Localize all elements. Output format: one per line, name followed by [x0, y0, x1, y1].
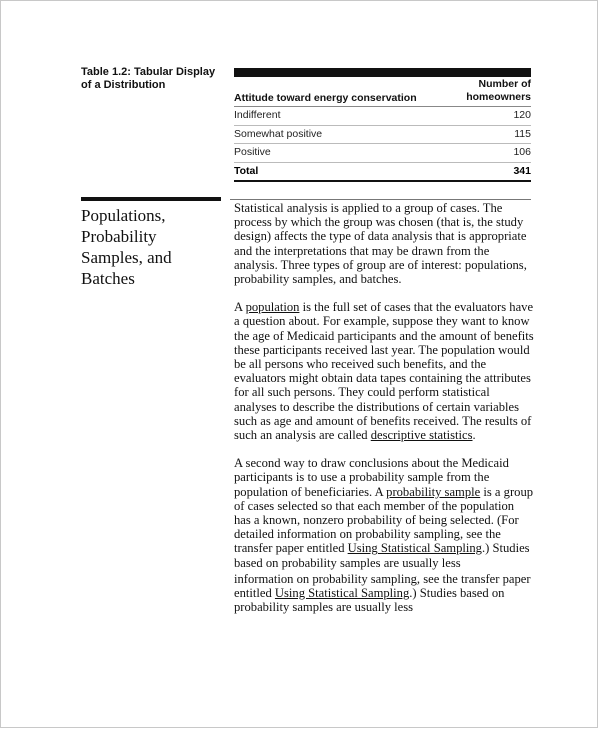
total-label: Total — [234, 164, 259, 177]
table-total-row — [234, 163, 531, 183]
paragraph-intro: Statistical analysis is applied to a group of cases. The process by which the group was chosen (that is, the study design) affects the type of data analysis that is appropriate and the interpretations that may be drawn from the analysis. Three types of group are of interest: populations, probability samples, and batches. — [234, 201, 527, 287]
text-run: . — [472, 428, 476, 443]
term-population: population — [245, 300, 300, 315]
column-header-count — [466, 78, 531, 104]
row-value: 115 — [514, 127, 531, 140]
row-label: Positive — [234, 146, 271, 158]
title-using-statistical-sampling: Using Statistical Sampling — [347, 541, 482, 556]
distribution-table — [234, 68, 531, 182]
text-run: information on probability sampling, see the transfer paper entitled — [234, 571, 531, 601]
text-run: is the full set of cases that the evaluators have a question about. For example, suppose they want to know the age of Medicaid participants and the amount of benefits these participants received last year. The population would be all persons who received such benefits, and the evaluators might obtain data tapes containing the attributes for all such persons. They could perform statistical analyses to describe the distributions of certain variables such as age and amount of benefits received. The results of such an analysis are called — [234, 300, 534, 443]
table-row — [234, 144, 531, 163]
row-label: Somewhat positive — [234, 127, 323, 140]
table-row — [234, 126, 531, 145]
text-run: is a group of cases selected so that each member of the population has a known, nonzero probability of being selected. (For detailed information on probability sampling, see the transfer paper entitled — [234, 484, 534, 556]
table-top-bar — [234, 68, 531, 77]
text-run: A — [234, 300, 246, 315]
column-header-attitude: Attitude toward energy conservation — [234, 92, 417, 104]
column-header-count-line1: Number of — [478, 78, 531, 90]
term-descriptive-statistics: descriptive statistics — [370, 428, 473, 443]
body-text — [234, 201, 534, 628]
table-caption: Table 1.2: Tabular Display of a Distribution — [81, 66, 216, 91]
paragraph-probability-sample — [234, 456, 534, 570]
row-label: Indifferent — [234, 109, 281, 121]
title-using-statistical-sampling: Using Statistical Sampling — [274, 586, 410, 601]
text-run: .) Studies based on probability samples are usually less — [234, 541, 530, 570]
row-value: 120 — [513, 109, 531, 121]
total-value: 341 — [513, 164, 531, 177]
column-header-count-line2: homeowners — [466, 91, 531, 103]
text-run: A second way to draw conclusions about the Medicaid participants is to use a probability sample from the population of beneficiaries. A — [234, 456, 509, 499]
paragraph-population — [234, 300, 534, 442]
section-rule-thick — [81, 197, 221, 201]
section-heading: Populations, Probability Samples, and Batches — [81, 206, 172, 288]
section-rule-thin — [230, 199, 531, 200]
table-row — [234, 107, 531, 126]
paragraph-repeated — [234, 572, 534, 615]
term-probability-sample: probability sample — [386, 484, 481, 499]
text-run: .) Studies based on probability samples are usually less — [234, 586, 505, 615]
row-value: 106 — [513, 146, 531, 158]
table-header-row — [234, 77, 531, 107]
